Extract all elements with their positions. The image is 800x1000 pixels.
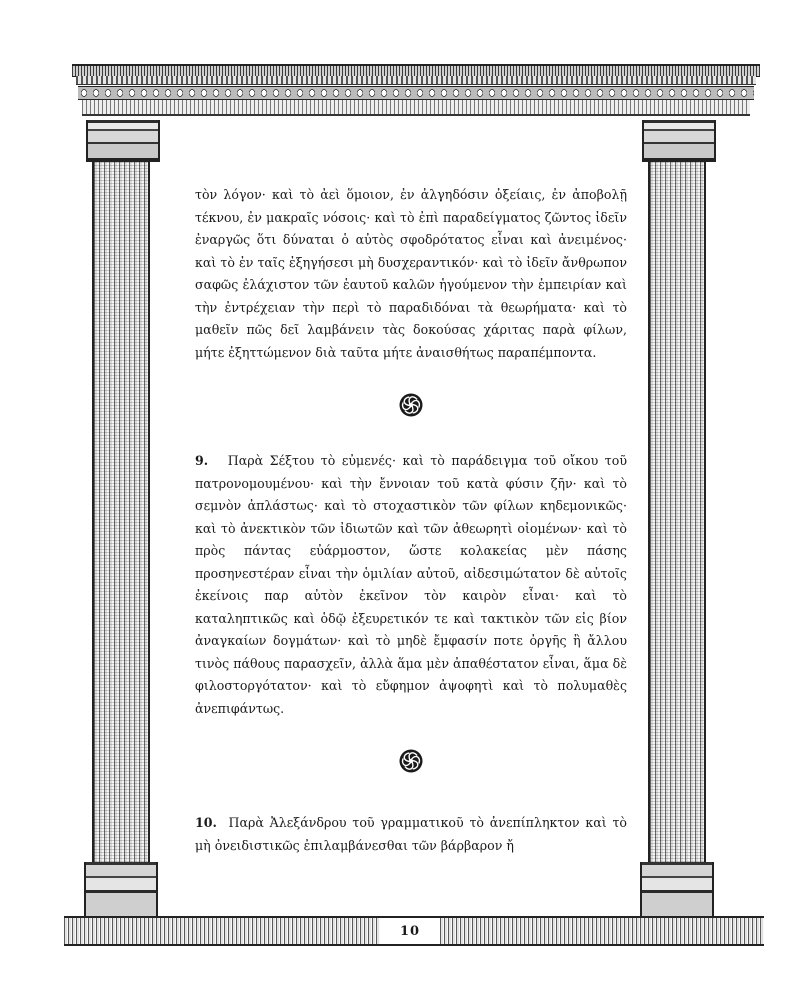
swirl-rosette-icon — [398, 748, 424, 774]
page-number: 10 — [380, 918, 440, 944]
continuation-paragraph: τὸν λόγον· καὶ τὸ ἀεὶ ὅμοιον, ἐν ἀλγηδόσιν ὀξείαις, ἐν ἀποβολῇ τέκνου, ἐν μακραῖς νόσοις· καὶ τὸ ἐπὶ παραδείγματος ζῶντος ἰδεῖν ἐναργῶς ὅτι δύναται ὁ αὐτὸς σφοδρότατος εἶναι καὶ ἀνειμένος· καὶ τὸ ἐν ταῖς ἐξηγήσεσι μὴ δυσχεραντικόν· καὶ τὸ ἰδεῖν ἄνθρωπον σαφῶς ἐλάχιστον τῶν ἑαυτοῦ καλῶν ἡγούμενον τὴν ἐμπειρίαν καὶ τὴν ἐντρέχειαν τὴν περὶ τὸ παραδιδόναι τὰ θεωρήματα· καὶ τὸ μαθεῖν πῶς δεῖ λαμβάνειν τὰς δοκούσας χάριτας παρὰ φίλων, μήτε ἐξηττώμενον διὰ ταῦτα μήτε ἀναισθήτως παραπέμποντα. — [195, 187, 627, 360]
cornice-molding — [76, 76, 756, 85]
left-column-capital — [86, 120, 160, 162]
temple-entablature — [72, 64, 760, 120]
section-10-text: Παρὰ Ἀλεξάνδρου τοῦ γραμματικοῦ τὸ ἀνεπίπληκτον καὶ τὸ μὴ ὀνειδιστικῶς ἐπιλαμβάνεσθαι τῶν βάρβαρον ἤ — [195, 815, 627, 853]
section-9-number: 9. — [195, 453, 209, 468]
swirl-rosette-icon — [398, 392, 424, 418]
section-10-paragraph — [195, 812, 627, 857]
right-column-base — [640, 862, 714, 916]
egg-and-dart-frieze — [78, 86, 754, 100]
section-ornament — [195, 364, 627, 446]
section-ornament — [195, 720, 627, 802]
left-column-base — [84, 862, 158, 916]
right-column-capital — [642, 120, 716, 162]
section-9-paragraph — [195, 450, 627, 720]
right-column-shaft — [648, 162, 706, 862]
architrave — [82, 100, 750, 116]
page-text — [195, 184, 627, 857]
left-column — [92, 120, 150, 916]
right-column — [648, 120, 706, 916]
section-9-text: Παρὰ Σέξτου τὸ εὐμενές· καὶ τὸ παράδειγμα τοῦ οἴκου τοῦ πατρονομουμένου· καὶ τὴν ἔννοιαν τοῦ κατὰ φύσιν ζῆν· καὶ τὸ σεμνὸν ἀπλάστως· καὶ τὸ στοχαστικὸν τῶν φίλων κηδεμονικῶς· καὶ τὸ ἀνεκτικὸν τῶν ἰδιωτῶν καὶ τῶν ἀθεωρητὶ οἰομένων· καὶ τὸ πρὸς πάντας εὐάρμοστον, ὥστε κολακείας μὲν πάσης προσηνεστέραν εἶναι τὴν ὁμιλίαν αὐτοῦ, αἰδεσιμώτατον δὲ αὐτοῖς ἐκείνοις παρ αὐτὸν ἐκεῖνον τὸν καιρὸν εἶναι· καὶ τὸ καταληπτικῶς καὶ ὁδῷ ἐξευρετικόν τε καὶ τακτικὸν τῶν εἰς βίον ἀναγκαίων δογμάτων· καὶ τὸ μηδὲ ἔμφασίν ποτε ὀργῆς ἢ ἄλλου τινὸς πάθους παρασχεῖν, ἀλλὰ ἅμα μὲν ἀπαθέστατον εἶναι, ἅμα δὲ φιλοστοργότατον· καὶ τὸ εὔφημον ἀψοφητὶ καὶ τὸ πολυμαθὲς ἀνεπιφάντως. — [195, 453, 627, 716]
section-10-number: 10. — [195, 815, 217, 830]
left-column-shaft — [92, 162, 150, 862]
